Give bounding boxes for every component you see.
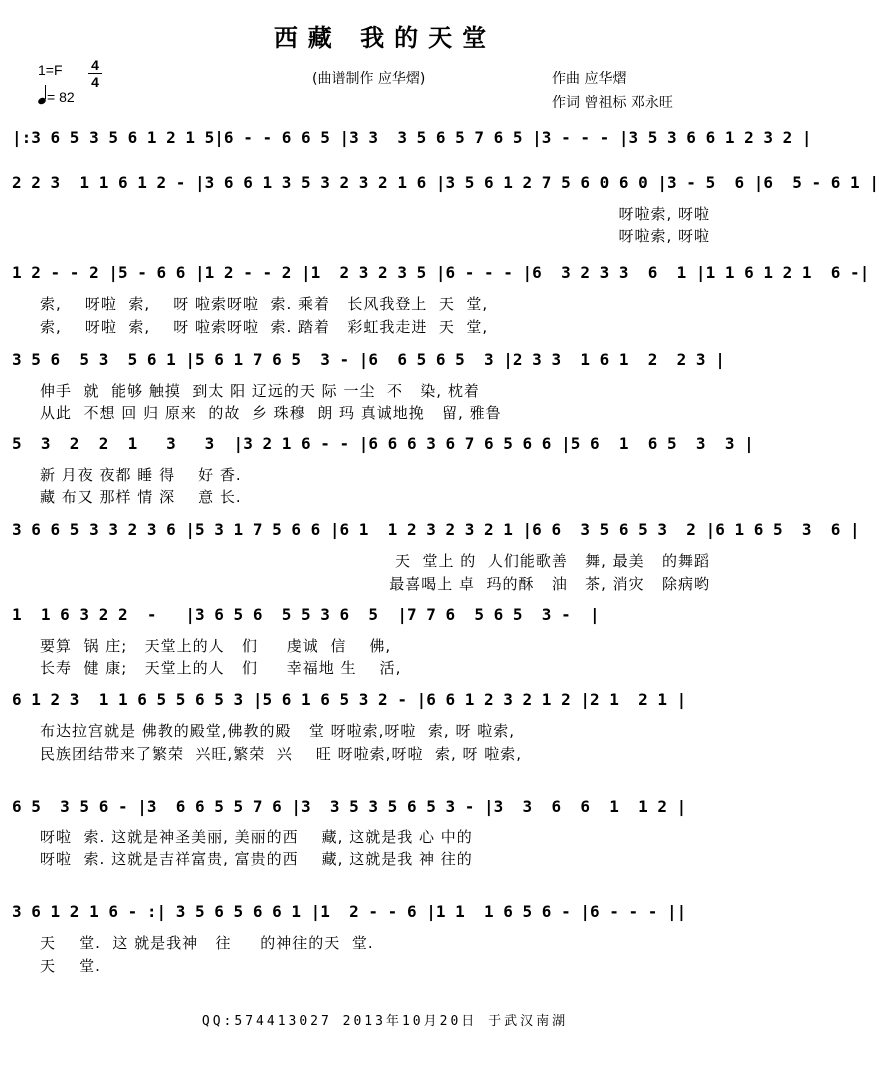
music-line-7: 1 1 6 3 2 2 - |3 6 5 6 5 5 3 6 5 |7 7 6 5 6 5 3 - |	[12, 605, 600, 624]
lyricist-credit: 作词 曾祖标 邓永旺	[552, 95, 673, 111]
lyric-line-9-verse-2: 呀啦 索. 这就是吉祥富贵, 富贵的西 藏, 这就是我 神 往的	[40, 850, 473, 868]
music-line-9: 6 5 3 5 6 - |3 6 6 5 5 7 6 |3 3 5 3 5 6 5 3 - |3 3 6 6 1 1 2 |	[12, 797, 687, 816]
lyric-line-2-verse-2: 呀啦索, 呀啦	[618, 227, 710, 245]
music-line-8: 6 1 2 3 1 1 6 5 5 6 5 3 |5 6 1 6 5 3 2 - |6 6 1 2 3 2 1 2 |2 1 2 1 |	[12, 690, 687, 709]
lyric-line-6-verse-2: 最喜喝上 卓 玛的酥 油 茶, 消灾 除病哟	[389, 575, 710, 593]
tempo-marking	[38, 88, 75, 105]
time-signature-bottom: 4	[91, 74, 99, 90]
key-signature: 1=F	[38, 62, 63, 78]
lyric-line-10-verse-1: 天 堂. 这 就是我神 往 的神往的天 堂.	[40, 934, 374, 952]
notation-credit: (曲谱制作 应华熠)	[312, 71, 426, 87]
music-line-3: 1 2 - - 2 |5 - 6 6 |1 2 - - 2 |1 2 3 2 3 5 |6 - - - |6 3 2 3 3 6 1 |1 1 6 1 2 1 6 -|	[12, 263, 870, 282]
lyric-line-5-verse-2: 藏 布又 那样 情 深 意 长.	[40, 488, 242, 506]
lyric-line-3-verse-2: 索, 呀啦 索, 呀 啦索呀啦 索. 踏着 彩虹我走进 天 堂,	[40, 318, 489, 336]
music-line-2: 2 2 3 1 1 6 1 2 - |3 6 6 1 3 5 3 2 3 2 1 6 |3 5 6 1 2 7 5 6 0 6 0 |3 - 5 6 |6 5 - 6 1 |	[12, 173, 879, 192]
music-line-6: 3 6 6 5 3 3 2 3 6 |5 3 1 7 5 6 6 |6 1 1 2 3 2 3 2 1 |6 6 3 5 6 5 3 2 |6 1 6 5 3 6 |	[12, 520, 860, 539]
lyric-line-2-verse-1: 呀啦索, 呀啦	[618, 205, 710, 223]
lyric-line-8-verse-2: 民族团结带来了繁荣 兴旺,繁荣 兴 旺 呀啦索,呀啦 索, 呀 啦索,	[40, 745, 523, 763]
music-line-1: |:3 6 5 3 5 6 1 2 1 5|6 - - 6 6 5 |3 3 3 5 6 5 7 6 5 |3 - - - |3 5 3 6 6 1 2 3 2 |	[12, 128, 812, 147]
music-line-10: 3 6 1 2 1 6 - :| 3 5 6 5 6 6 1 |1 2 - - 6 |1 1 1 6 5 6 - |6 - - - ||	[12, 902, 687, 921]
music-line-5: 5 3 2 2 1 3 3 |3 2 1 6 - - |6 6 6 3 6 7 6 5 6 6 |5 6 1 6 5 3 3 |	[12, 434, 754, 453]
lyric-line-7-verse-2: 长寿 健 康; 天堂上的人 们 幸福地 生 活,	[40, 659, 402, 677]
composer-credit: 作曲 应华熠	[552, 71, 627, 87]
time-signature	[88, 58, 102, 89]
music-line-4: 3 5 6 5 3 5 6 1 |5 6 1 7 6 5 3 - |6 6 5 6 5 3 |2 3 3 1 6 1 2 2 3 |	[12, 350, 725, 369]
lyric-line-10-verse-2: 天 堂.	[40, 957, 101, 975]
lyric-line-7-verse-1: 要算 锅 庄; 天堂上的人 们 虔诚 信 佛,	[40, 637, 392, 655]
lyric-line-8-verse-1: 布达拉宫就是 佛教的殿堂,佛教的殿 堂 呀啦索,呀啦 索, 呀 啦索,	[40, 722, 515, 740]
footer-note: QQ:574413027 2013年10月20日 于武汉南湖	[201, 1014, 569, 1029]
song-title: 西藏 我的天堂	[273, 23, 497, 52]
lyric-line-3-verse-1: 索, 呀啦 索, 呀 啦索呀啦 索. 乘着 长风我登上 天 堂,	[40, 295, 489, 313]
time-signature-top: 4	[91, 57, 99, 73]
lyric-line-4-verse-1: 伸手 就 能够 触摸 到太 阳 辽远的天 际 一尘 不 染, 枕着	[40, 382, 480, 400]
tempo-value: = 82	[47, 89, 75, 105]
lyric-line-6-verse-1: 天 堂上 的 人们能歌善 舞, 最美 的舞蹈	[395, 552, 710, 570]
lyric-line-5-verse-1: 新 月夜 夜都 睡 得 好 香.	[40, 466, 242, 484]
lyric-line-9-verse-1: 呀啦 索. 这就是神圣美丽, 美丽的西 藏, 这就是我 心 中的	[40, 828, 473, 846]
lyric-line-4-verse-2: 从此 不想 回 归 原来 的故 乡 珠穆 朗 玛 真诚地挽 留, 雅鲁	[40, 404, 502, 422]
